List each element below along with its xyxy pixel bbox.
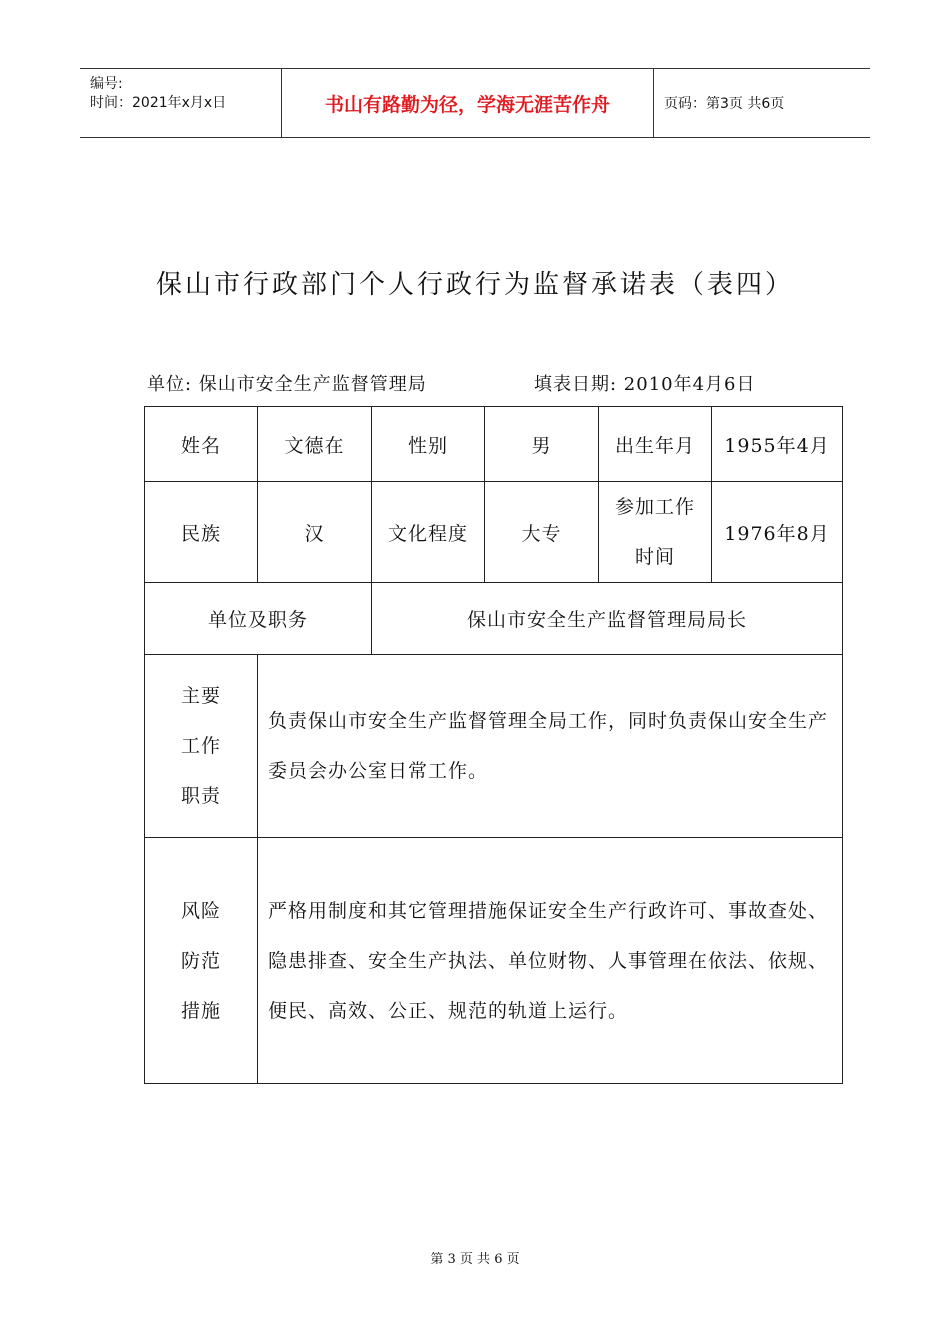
commitment-table — [144, 406, 843, 1084]
work-start-value: 1976年8月 — [712, 482, 843, 583]
document-header — [80, 68, 870, 138]
duties-label-line: 职责 — [180, 785, 221, 807]
risk-label-line: 风险 — [180, 899, 221, 922]
duties-value: 负责保山市安全生产监督管理全局工作，同时负责保山安全生产委员会办公室日常工作。 — [258, 655, 843, 838]
number-label: 编号: — [90, 76, 123, 92]
work-start-label-line2: 时间 — [634, 546, 675, 568]
time-label: 时间：2021年x月x日 — [90, 95, 227, 111]
form-meta — [147, 370, 756, 396]
education-label: 文化程度 — [372, 482, 485, 583]
position-value: 保山市安全生产监督管理局局长 — [372, 583, 843, 655]
table-row — [145, 482, 843, 583]
work-start-label — [599, 482, 712, 583]
risk-value: 严格用制度和其它管理措施保证安全生产行政许可、事故查处、隐患排查、安全生产执法、单位财物、人事管理在依法、依规、便民、高效、公正、规范的轨道上运行。 — [258, 838, 843, 1084]
birth-value: 1955年4月 — [712, 407, 843, 482]
position-label: 单位及职务 — [145, 583, 372, 655]
header-page-info: 页码：第3页 共6页 — [664, 96, 785, 112]
unit-label: 单位: 保山市安全生产监督管理局 — [147, 374, 427, 395]
birth-label: 出生年月 — [599, 407, 712, 482]
name-label: 姓名 — [145, 407, 258, 482]
risk-label — [145, 838, 258, 1084]
name-value: 文德在 — [258, 407, 372, 482]
header-motto: 书山有路勤为径，学海无涯苦作舟 — [282, 69, 654, 137]
header-left-cell — [80, 69, 282, 137]
risk-label-line: 防范 — [180, 949, 221, 972]
duties-label — [145, 655, 258, 838]
ethnicity-label: 民族 — [145, 482, 258, 583]
table-row — [145, 583, 843, 655]
work-start-label-line1: 参加工作 — [614, 496, 695, 518]
duties-label-line: 工作 — [180, 735, 221, 757]
duties-label-line: 主要 — [180, 685, 221, 707]
page-title: 保山市行政部门个人行政行为监督承诺表（表四） — [155, 270, 794, 300]
table-row — [145, 838, 843, 1084]
ethnicity-value: 汉 — [258, 482, 372, 583]
fill-date: 填表日期: 2010年4月6日 — [534, 374, 756, 395]
gender-label: 性别 — [372, 407, 485, 482]
table-row — [145, 407, 843, 482]
page-footer: 第 3 页 共 6 页 — [430, 1252, 520, 1267]
education-value: 大专 — [485, 482, 599, 583]
risk-label-line: 措施 — [180, 999, 221, 1022]
gender-value: 男 — [485, 407, 599, 482]
table-row — [145, 655, 843, 838]
